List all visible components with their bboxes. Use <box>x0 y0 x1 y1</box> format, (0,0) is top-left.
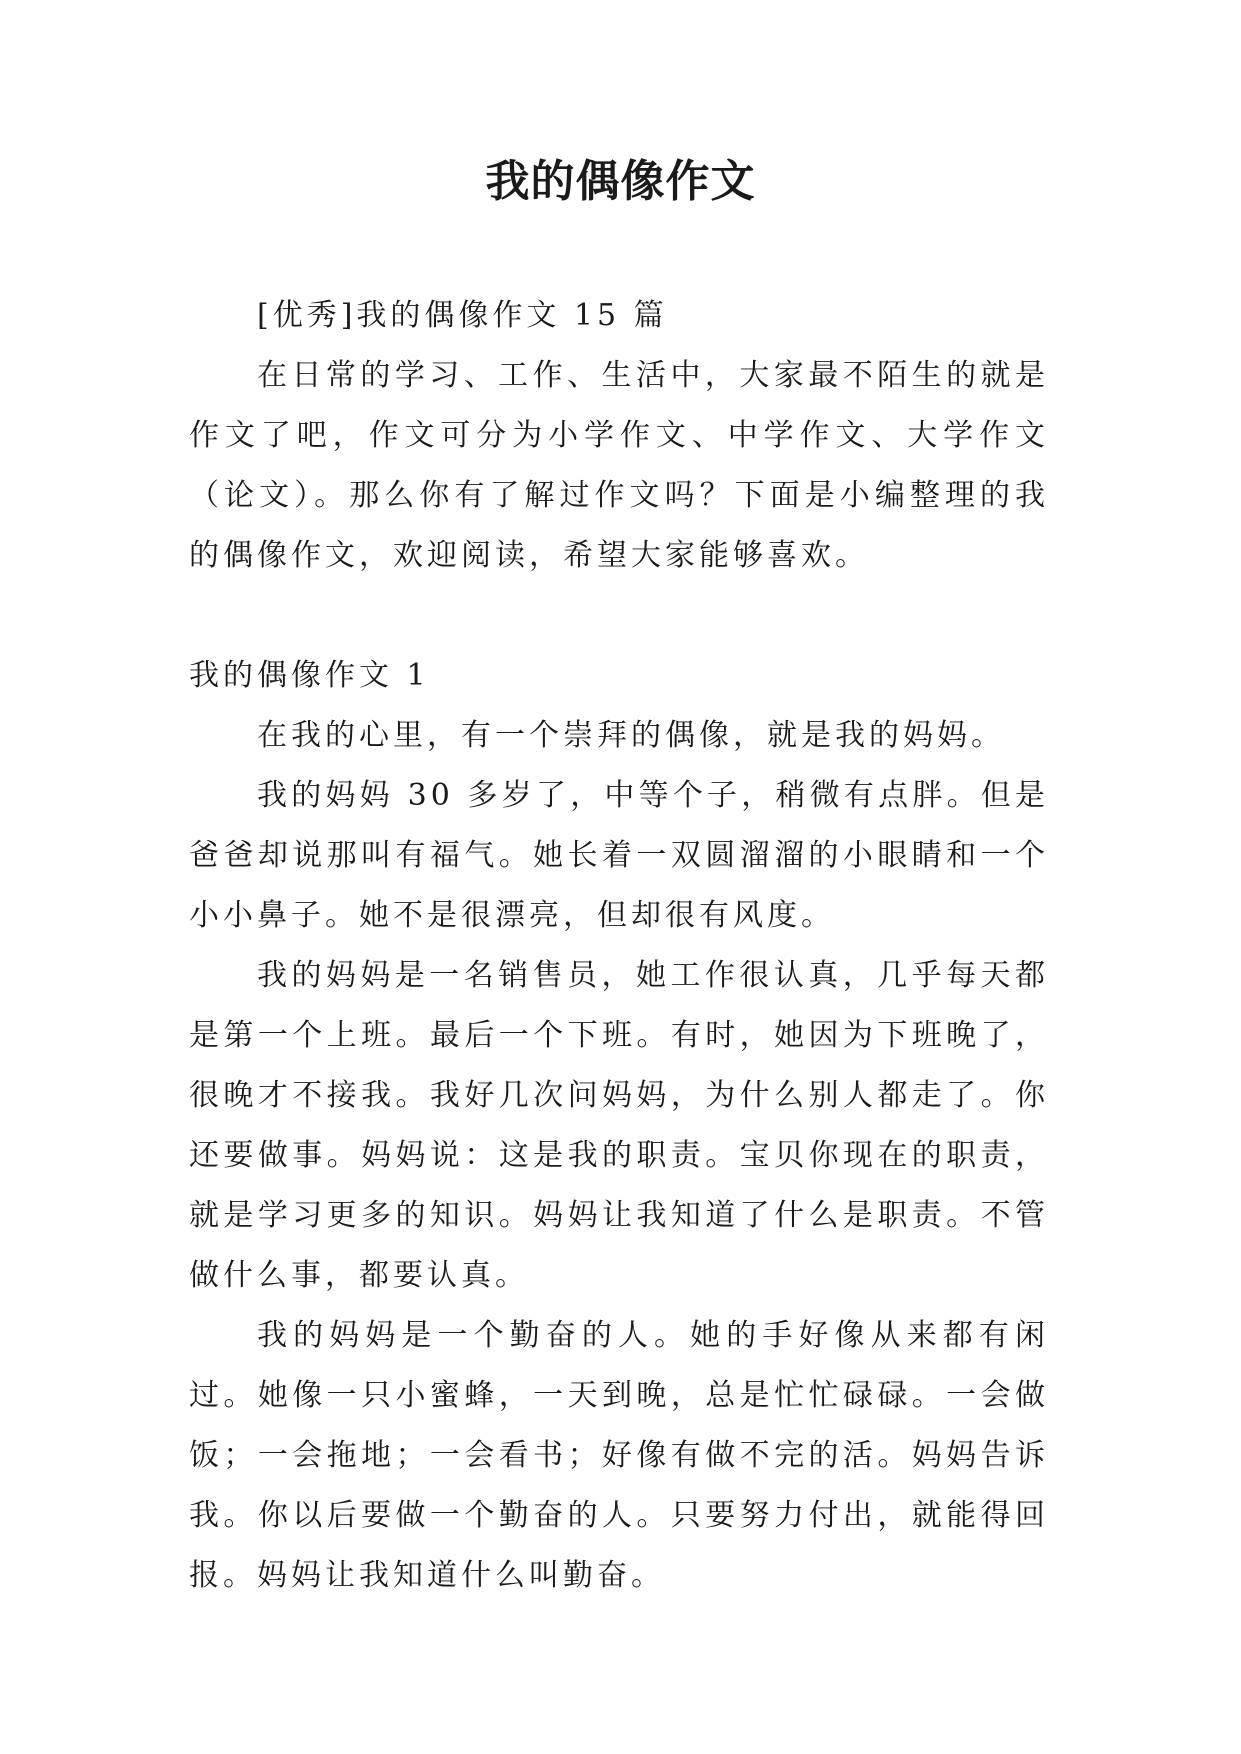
paragraph-spacer <box>189 586 1049 646</box>
document-title: 我的偶像作文 <box>485 156 756 207</box>
body-paragraph: 我的妈妈 30 多岁了，中等个子，稍微有点胖。但是爸爸却说那叫有福气。她长着一双圆溜溜的小眼睛和一个小小鼻子。她不是很漂亮，但却很有风度。 <box>189 778 1049 933</box>
document-body <box>189 286 1049 1606</box>
document-subtitle: [优秀]我的偶像作文 15 篇 <box>257 298 668 333</box>
body-paragraph: 在我的心里，有一个崇拜的偶像，就是我的妈妈。 <box>257 718 1005 753</box>
section-heading: 我的偶像作文 1 <box>189 658 430 693</box>
intro-paragraph: 在日常的学习、工作、生活中，大家最不陌生的就是作文了吧，作文可分为小学作文、中学作文、大学作文（论文）。那么你有了解过作文吗？下面是小编整理的我的偶像作文，欢迎阅读，希望大家能够喜欢。 <box>189 358 1049 573</box>
body-paragraph: 我的妈妈是一个勤奋的人。她的手好像从来都有闲过。她像一只小蜜蜂，一天到晚，总是忙忙碌碌。一会做饭；一会拖地；一会看书；好像有做不完的活。妈妈告诉我。你以后要做一个勤奋的人。只要努力付出，就能得回报。妈妈让我知道什么叫勤奋。 <box>189 1318 1049 1593</box>
body-paragraph: 我的妈妈是一名销售员，她工作很认真，几乎每天都是第一个上班。最后一个下班。有时，她因为下班晚了，很晚才不接我。我好几次问妈妈，为什么别人都走了。你还要做事。妈妈说：这是我的职责。宝贝你现在的职责，就是学习更多的知识。妈妈让我知道了什么是职责。不管做什么事，都要认真。 <box>189 958 1049 1293</box>
